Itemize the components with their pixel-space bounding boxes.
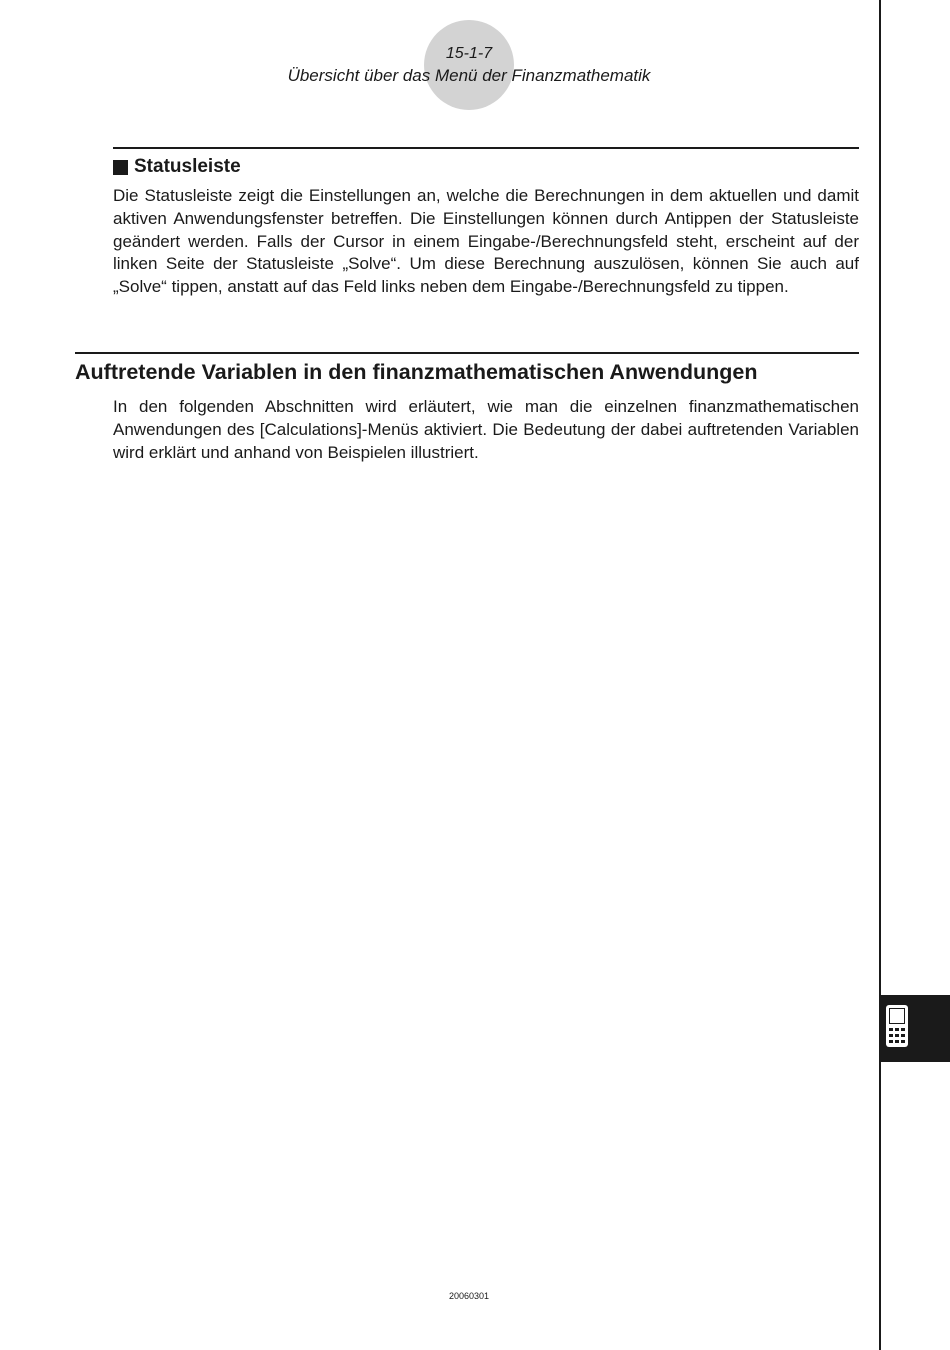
statusleiste-paragraph: Die Statusleiste zeigt die Einstellungen an, welche die Berechnungen in dem aktuellen und damit aktiven Anwendungsfenster betreffen. Die Einstellungen können durch Antippen der Statusleiste geändert werden. Falls der Cursor in einem Eingabe-/Berechnungsfeld steht, erscheint auf der linken Seite der Statusleiste „Solve“. Um diese Berechnung auszulösen, können Sie auch auf „Solve“ tippen, anstatt auf das Feld links neben dem Eingabe-/Berechnungsfeld zu tippen.: [113, 186, 859, 297]
page-number-circle: [424, 20, 514, 110]
section-divider: [113, 147, 859, 149]
right-margin-rule: [879, 0, 881, 1350]
variablen-paragraph: In den folgenden Abschnitten wird erläutert, wie man die einzelnen finanzmathematischen Anwendungen des [Calculations]-Menüs aktiviert. Die Bedeutung der dabei auftretenden Variablen wird erklärt und anhand von Beispielen illustriert.: [113, 397, 859, 462]
section-heading-variablen: Auftretende Variablen in den finanzmathematischen Anwendungen: [75, 360, 758, 384]
page-number: 15-1-7: [445, 45, 493, 62]
section-divider: [75, 352, 859, 354]
section-heading-statusleiste: [113, 156, 241, 178]
footer-code: 20060301: [448, 1291, 490, 1301]
section-heading-text: Statusleiste: [134, 156, 241, 177]
square-bullet-icon: [113, 160, 128, 175]
page-subtitle: Übersicht über das Menü der Finanzmathematik: [287, 66, 651, 85]
calculator-icon: [885, 1004, 909, 1048]
